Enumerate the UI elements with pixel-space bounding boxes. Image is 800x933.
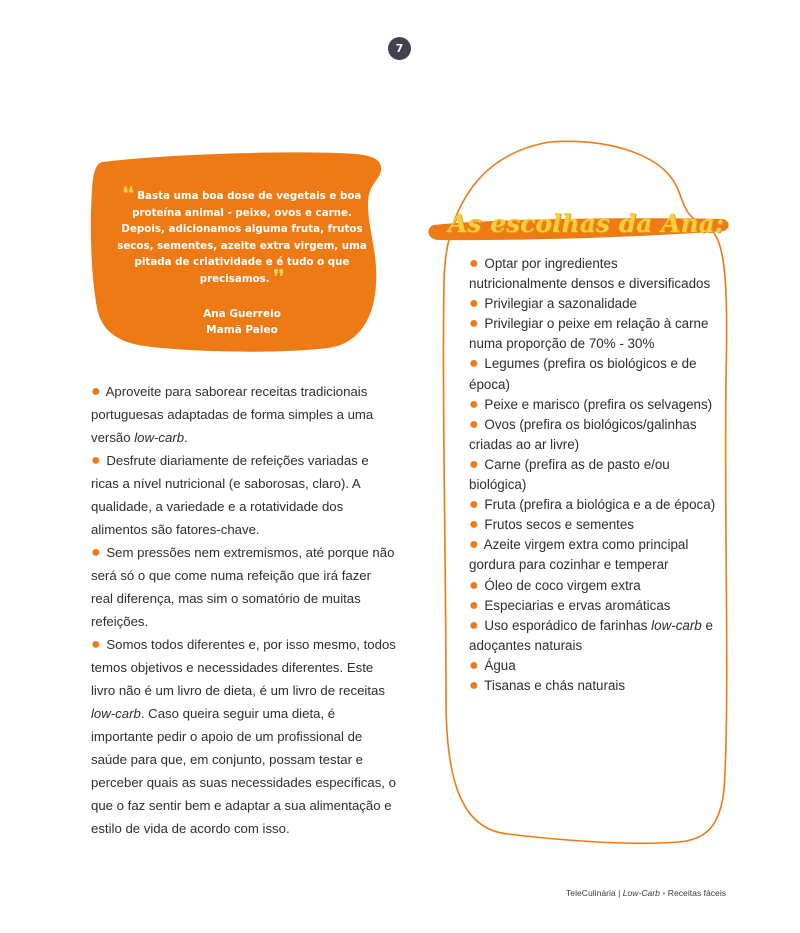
bullet-icon: ●	[469, 596, 479, 614]
quote-box	[88, 150, 388, 354]
choices-title: As escolhas da Ana:	[448, 209, 725, 238]
bullet-icon: ●	[469, 536, 479, 554]
bullet-icon: ●	[469, 616, 479, 634]
footer-book-subtitle: Receitas fáceis	[667, 888, 727, 898]
list-item: ● Privilegiar o peixe em relação à carne numa proporção de 70% - 30%	[469, 315, 709, 352]
bullet-icon: ●	[469, 415, 479, 433]
footer-divider: |	[618, 888, 621, 898]
choices-list	[469, 254, 719, 696]
bullet-icon: ●	[469, 255, 479, 272]
quote-author-role: Mamã Paleo	[206, 324, 278, 336]
list-item: ● Água	[469, 656, 516, 674]
list-item: ● Optar por ingredientes nutricionalmente densos e diversificados	[469, 255, 711, 292]
list-item: ● Óleo de coco virgem extra	[469, 576, 641, 594]
list-item: ● Uso esporádico de farinhas low-carb e adoçantes naturais	[469, 616, 713, 653]
main-text-column	[91, 380, 396, 840]
bullet-icon: ●	[91, 383, 101, 400]
list-item: ● Peixe e marisco (prefira os selvagens)	[469, 395, 713, 413]
list-item: ● Privilegiar a sazonalidade	[469, 295, 637, 313]
bullet-icon: ●	[469, 315, 479, 333]
bullet-icon: ●	[469, 676, 479, 694]
footer-bullet: •	[662, 888, 666, 898]
quote-body: Basta uma boa dose de vegetais e boa proteína animal - peixe, ovos e carne. Depois, adicionamos alguma fruta, frutos secos, sementes, azeite extra virgem, uma pitada de criatividade e é tudo o que precisamos.	[117, 190, 367, 285]
bullet-icon: ●	[469, 455, 479, 473]
paragraph-1: ● Aproveite para saborear receitas tradicionais portuguesas adaptadas de forma simples a uma versão low-carb.	[91, 383, 374, 445]
page-number-badge: 7	[388, 37, 411, 60]
paragraph-3: ● Sem pressões nem extremismos, até porque não será só o que come numa refeição que irá fazer real diferença, mas sim o somatório de muitas refeições.	[91, 544, 395, 629]
bullet-icon: ●	[469, 355, 479, 373]
paragraph-4: ● Somos todos diferentes e, por isso mesmo, todos temos objetivos e necessidades diferentes. Este livro não é um livro de dieta, é um livro de receitas low-carb. Caso queira seguir uma dieta, é importante pedir o apoio de um profissional de saúde para que, em conjunto, possam testar e perceber quais as suas necessidades específicas, o que o faz sentir bem e adaptar a sua alimentação e estilo de vida de acordo com isso.	[91, 636, 396, 836]
bullet-icon: ●	[469, 395, 479, 413]
bullet-icon: ●	[469, 496, 479, 514]
list-item: ● Ovos (prefira os biológicos/galinhas criadas ao ar livre)	[469, 415, 697, 452]
list-item: ● Tisanas e chás naturais	[469, 676, 626, 694]
bullet-icon: ●	[469, 656, 479, 674]
list-item: ● Legumes (prefira os biológicos e de época)	[469, 355, 697, 392]
bullet-icon: ●	[91, 452, 101, 469]
list-item: ● Especiarias e ervas aromáticas	[469, 596, 671, 614]
bullet-icon: ●	[91, 544, 101, 561]
bullet-icon: ●	[469, 576, 479, 594]
quote-text	[110, 184, 374, 287]
bullet-icon: ●	[469, 295, 479, 313]
bullet-icon: ●	[469, 516, 479, 534]
quote-attribution	[110, 306, 374, 338]
page-footer	[566, 888, 726, 898]
list-item: ● Frutos secos e sementes	[469, 516, 634, 534]
list-item: ● Carne (prefira as de pasto e/ou biológica)	[469, 455, 670, 493]
list-item: ● Fruta (prefira a biológica e a de época)	[469, 496, 716, 514]
close-quote-icon: ❜❜	[273, 266, 285, 287]
list-item: ● Azeite virgem extra como principal gordura para cozinhar e temperar	[469, 536, 689, 573]
open-quote-icon: ❛❛	[122, 184, 134, 204]
paragraph-2: ● Desfrute diariamente de refeições variadas e ricas a nível nutricional (e saborosas, claro). A qualidade, a variedade e a rotatividade dos alimentos são fatores-chave.	[91, 452, 369, 537]
quote-author-name: Ana Guerreio	[203, 308, 281, 320]
footer-brand: TeleCulinária	[566, 888, 616, 898]
bullet-icon: ●	[91, 636, 101, 653]
footer-book-emphasis: Low-Carb	[622, 888, 660, 898]
